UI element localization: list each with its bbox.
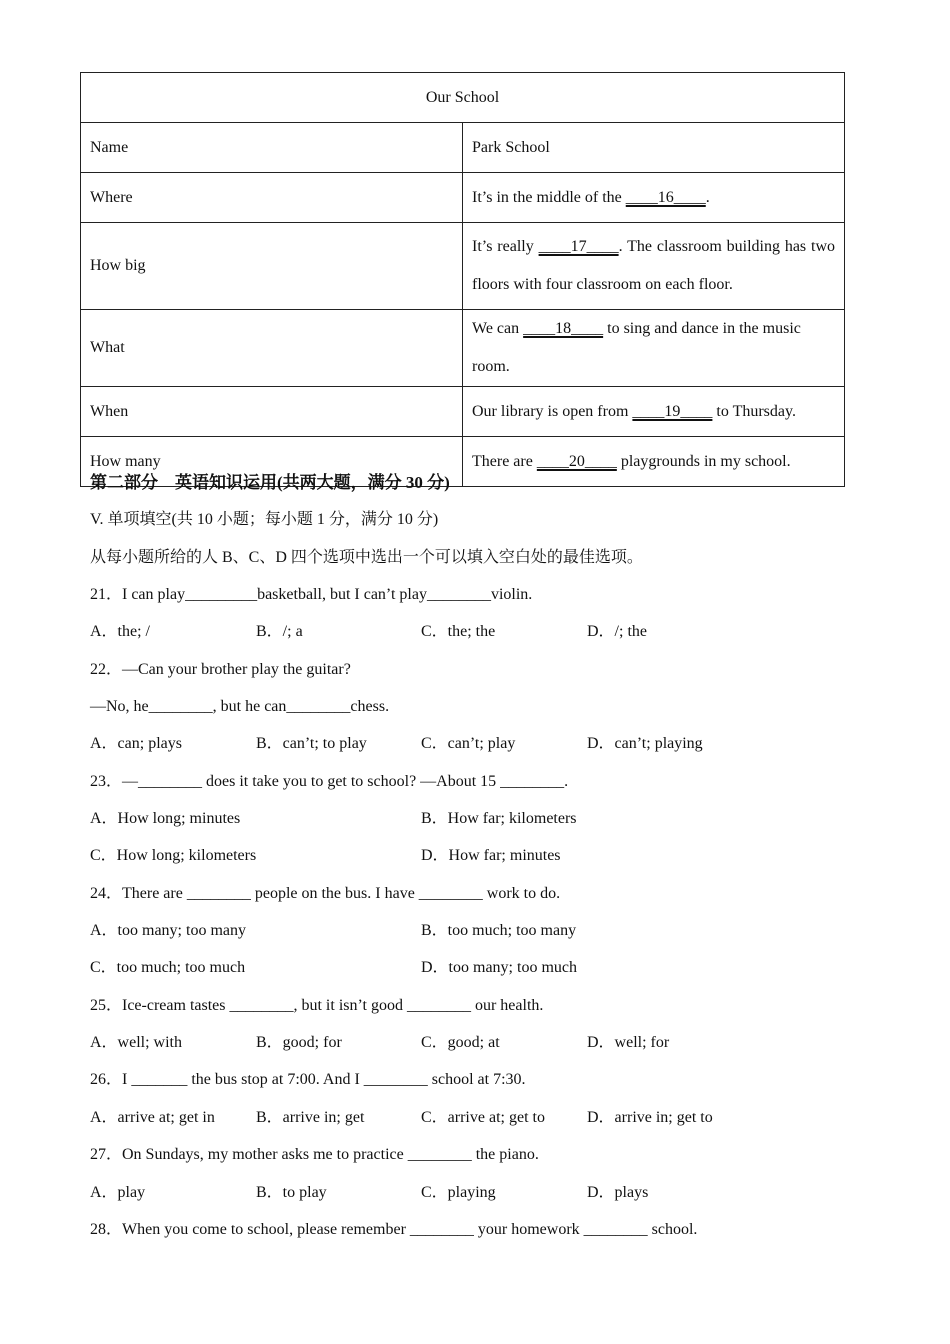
option-a[interactable]: A．too many; too many [90, 922, 246, 939]
row-text: Park School [472, 138, 550, 156]
our-school-table [80, 72, 845, 487]
option-c[interactable]: C．playing [421, 1184, 496, 1201]
row-content [463, 437, 845, 487]
option-d[interactable]: D．can’t; playing [587, 735, 703, 752]
question-28: 28．When you come to school, please remember ________ your homework ________ school. [90, 1221, 698, 1238]
table-row [81, 173, 845, 223]
option-d[interactable]: D．arrive in; get to [587, 1109, 713, 1126]
option-a[interactable]: A．How long; minutes [90, 810, 241, 827]
question-27: 27．On Sundays, my mother asks me to practice ________ the piano. [90, 1146, 539, 1163]
row-text-after: to Thursday. [712, 402, 796, 420]
row-text: Our library is open from [472, 402, 633, 420]
table-row [81, 123, 845, 173]
row-text-after: . The classroom building has two floors with four classroom on each floor. [472, 238, 836, 293]
option-d[interactable]: D．How far; minutes [421, 847, 561, 864]
option-c[interactable]: C．arrive at; get to [421, 1109, 545, 1126]
option-b[interactable]: B．How far; kilometers [421, 810, 577, 827]
option-d[interactable]: D．/; the [587, 623, 647, 640]
question-25: 25．Ice-cream tastes ________, but it isn’t good ________ our health. [90, 997, 544, 1014]
row-content [463, 123, 845, 173]
row-label: When [81, 387, 463, 437]
row-text: We can [472, 320, 524, 337]
option-a[interactable]: A．can; plays [90, 735, 182, 752]
row-text-after: to sing and dance in the music room. [472, 320, 801, 375]
row-content [463, 310, 845, 387]
question-23: 23．—________ does it take you to get to school? —About 15 ________. [90, 773, 569, 790]
option-c[interactable]: C．good; at [421, 1034, 500, 1051]
section-instruction: 从每小题所给的人 B、C、D 四个选项中选出一个可以填入空白处的最佳选项。 [90, 549, 643, 566]
option-c[interactable]: C．too much; too much [90, 959, 246, 976]
table-row [81, 223, 845, 310]
option-b[interactable]: B．to play [256, 1184, 327, 1201]
option-d[interactable]: D．well; for [587, 1034, 670, 1051]
option-d[interactable]: D．too many; too much [421, 959, 577, 976]
option-a[interactable]: A．the; / [90, 623, 150, 640]
option-c[interactable]: C．can’t; play [421, 735, 516, 752]
blank-19[interactable]: ____19____ [632, 402, 713, 420]
option-c[interactable]: C．How long; kilometers [90, 847, 257, 864]
option-b[interactable]: B．good; for [256, 1034, 342, 1051]
question-22-line-2: —No, he________, but he can________chess. [90, 698, 390, 715]
table-row [81, 310, 845, 387]
table-row [81, 387, 845, 437]
question-24: 24．There are ________ people on the bus. I have ________ work to do. [90, 885, 561, 902]
part-two-heading: 第二部分 英语知识运用(共两大题，满分 30 分) [90, 473, 450, 492]
table-title: Our School [81, 73, 845, 123]
row-label: What [81, 310, 463, 387]
blank-20[interactable]: ____20____ [536, 452, 617, 470]
blank-17[interactable]: ____17____ [538, 238, 619, 255]
question-26: 26．I _______ the bus stop at 7:00. And I ________ school at 7:30. [90, 1071, 526, 1088]
option-d[interactable]: D．plays [587, 1184, 649, 1201]
question-21: 21．I can play_________basketball, but I can’t play________violin. [90, 586, 533, 603]
row-text-after: playgrounds in my school. [616, 452, 791, 470]
option-b[interactable]: B．arrive in; get [256, 1109, 365, 1126]
section-title: V. 单项填空(共 10 小题；每小题 1 分，满分 10 分) [90, 511, 439, 528]
row-label: Where [81, 173, 463, 223]
option-a[interactable]: A．well; with [90, 1034, 182, 1051]
row-label: How big [81, 223, 463, 310]
row-content [463, 387, 845, 437]
row-content [463, 173, 845, 223]
row-text: It’s really [472, 238, 539, 255]
row-text: There are [472, 452, 537, 470]
question-22: 22．—Can your brother play the guitar? [90, 661, 351, 678]
option-a[interactable]: A．arrive at; get in [90, 1109, 215, 1126]
blank-16[interactable]: ____16____ [625, 188, 706, 206]
row-text-after: . [705, 188, 710, 206]
option-b[interactable]: B．too much; too many [421, 922, 577, 939]
option-b[interactable]: B．can’t; to play [256, 735, 367, 752]
option-c[interactable]: C．the; the [421, 623, 496, 640]
row-label: How many [81, 437, 463, 487]
row-content [463, 223, 845, 310]
blank-18[interactable]: ____18____ [523, 320, 604, 337]
row-text: It’s in the middle of the [472, 188, 626, 206]
option-b[interactable]: B．/; a [256, 623, 303, 640]
option-a[interactable]: A．play [90, 1184, 146, 1201]
row-label: Name [81, 123, 463, 173]
